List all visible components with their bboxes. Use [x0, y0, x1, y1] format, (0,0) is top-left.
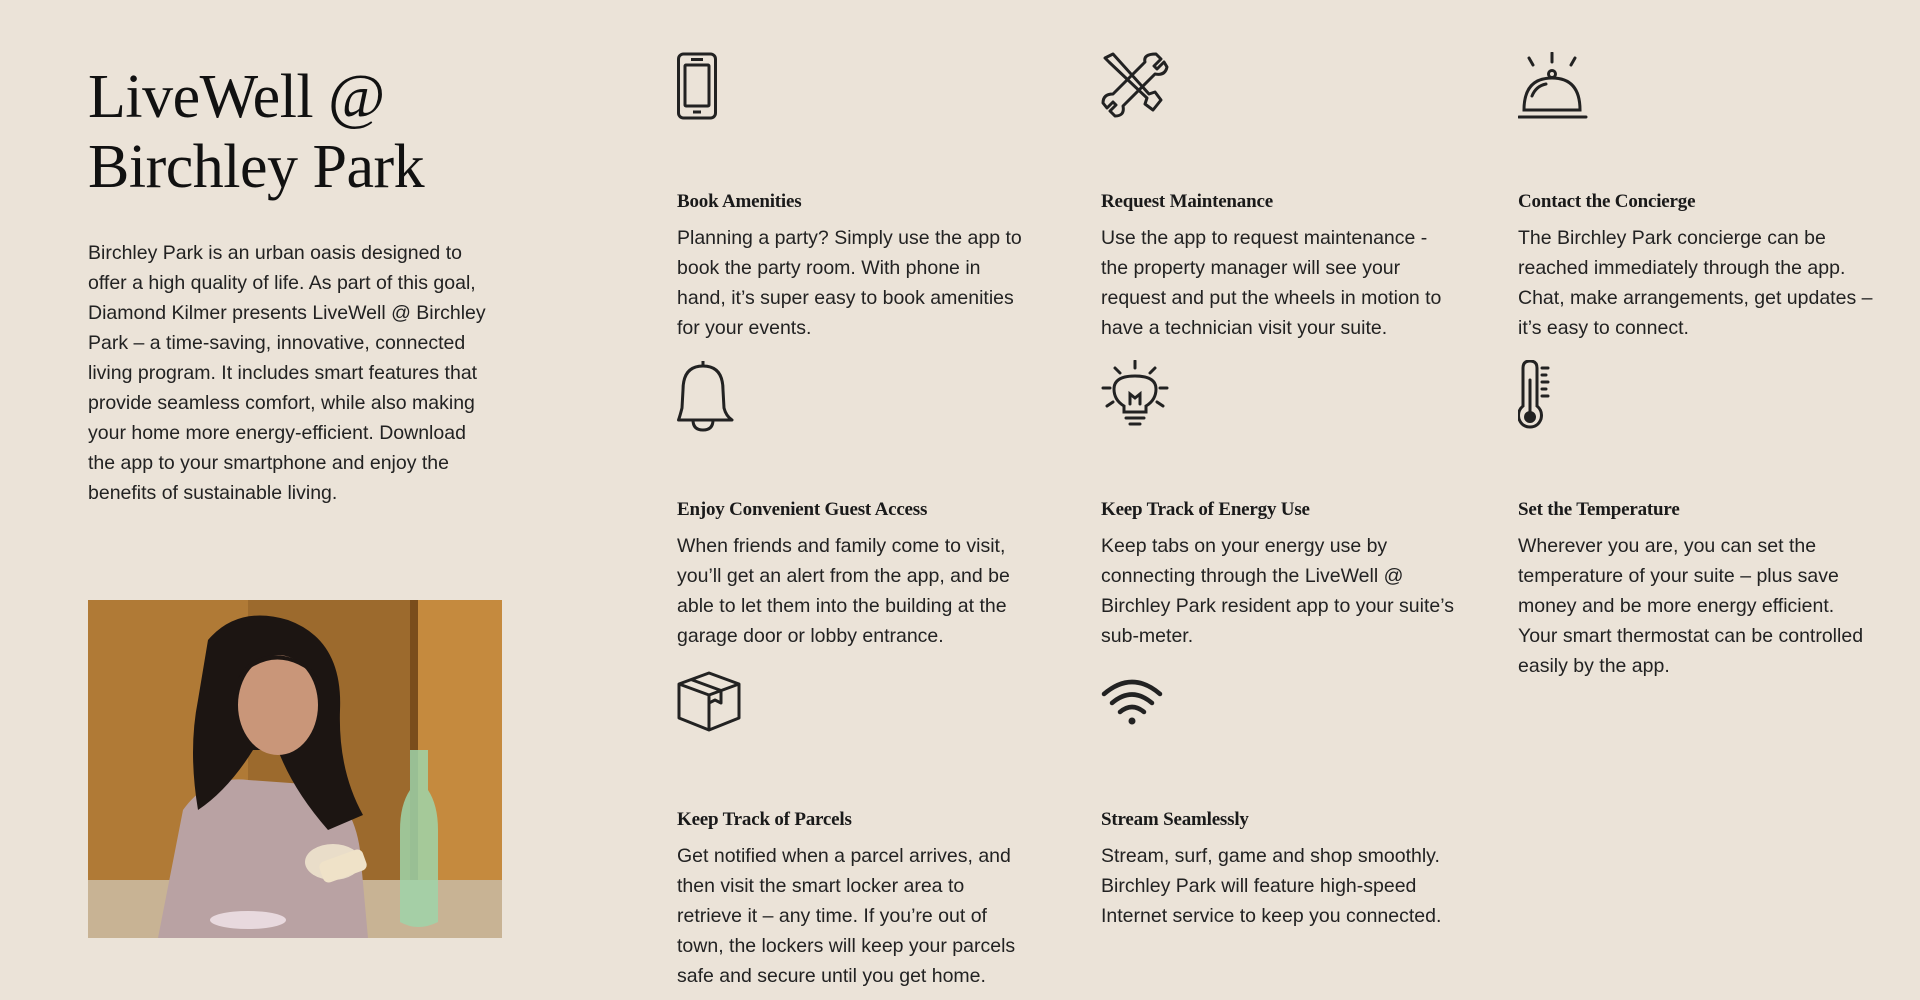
feature-book-amenities	[677, 52, 1047, 343]
lightbulb-icon	[1101, 360, 1171, 436]
tools-icon	[1101, 52, 1171, 128]
feature-streaming	[1101, 670, 1471, 931]
feature-description: Keep tabs on your energy use by connecting through the LiveWell @ Birchley Park resident app to your suite’s sub-meter.	[1101, 535, 1454, 647]
feature-description: Get notified when a parcel arrives, and then visit the smart locker area to retrieve it – any time. If you’re out of town, the lockers will keep your parcels safe and secure until you get home.	[677, 845, 1016, 987]
smartphone-icon	[677, 52, 747, 128]
feature-guest-access	[677, 360, 1047, 651]
feature-description: Stream, surf, game and shop smoothly. Birchley Park will feature high-speed Internet service to keep you connected.	[1101, 845, 1442, 927]
feature-title: Book Amenities	[677, 191, 802, 212]
feature-request-maintenance	[1101, 52, 1471, 343]
feature-temperature	[1518, 360, 1888, 681]
package-icon	[677, 670, 747, 746]
feature-description: Use the app to request maintenance - the property manager will see your request and put the wheels in motion to have a technician visit your suite.	[1101, 227, 1442, 339]
wifi-icon	[1101, 670, 1171, 746]
feature-title: Keep Track of Parcels	[677, 809, 852, 830]
feature-description: Wherever you are, you can set the temperature of your suite – plus save money and be more energy efficient. Your smart thermostat can be controlled easily by the app.	[1518, 535, 1864, 677]
title-line-1: LiveWell @	[88, 63, 385, 131]
feature-title: Contact the Concierge	[1518, 191, 1696, 212]
feature-energy-use	[1101, 360, 1471, 651]
feature-parcels	[677, 670, 1047, 991]
service-bell-icon	[1518, 52, 1588, 128]
feature-contact-concierge	[1518, 52, 1888, 343]
feature-title: Request Maintenance	[1101, 191, 1273, 212]
feature-description: Planning a party? Simply use the app to book the party room. With phone in hand, it’s super easy to book amenities for your events.	[677, 227, 1022, 339]
thermometer-icon	[1518, 360, 1588, 436]
feature-title: Enjoy Convenient Guest Access	[677, 499, 928, 520]
feature-description: When friends and family come to visit, you’ll get an alert from the app, and be able to let them into the building at the garage door or lobby entrance.	[677, 535, 1010, 647]
bell-icon	[677, 360, 747, 436]
woman-using-phone-photo	[88, 600, 502, 938]
feature-title: Keep Track of Energy Use	[1101, 499, 1310, 520]
feature-title: Stream Seamlessly	[1101, 809, 1249, 830]
feature-description: The Birchley Park concierge can be reached immediately through the app. Chat, make arrangements, get updates – it’s easy to connect.	[1518, 227, 1873, 339]
title-line-2: Birchley Park	[88, 133, 425, 201]
intro-text: Birchley Park is an urban oasis designed to offer a high quality of life. As part of this goal, Diamond Kilmer presents LiveWell @ Birchley Park – a time-saving, innovative, connected living program. It includes smart features that provide seamless comfort, while also making your home more energy-efficient. Download the app to your smartphone and enjoy the benefits of sustainable living.	[88, 242, 486, 504]
feature-title: Set the Temperature	[1518, 499, 1680, 520]
page-title	[88, 62, 528, 202]
